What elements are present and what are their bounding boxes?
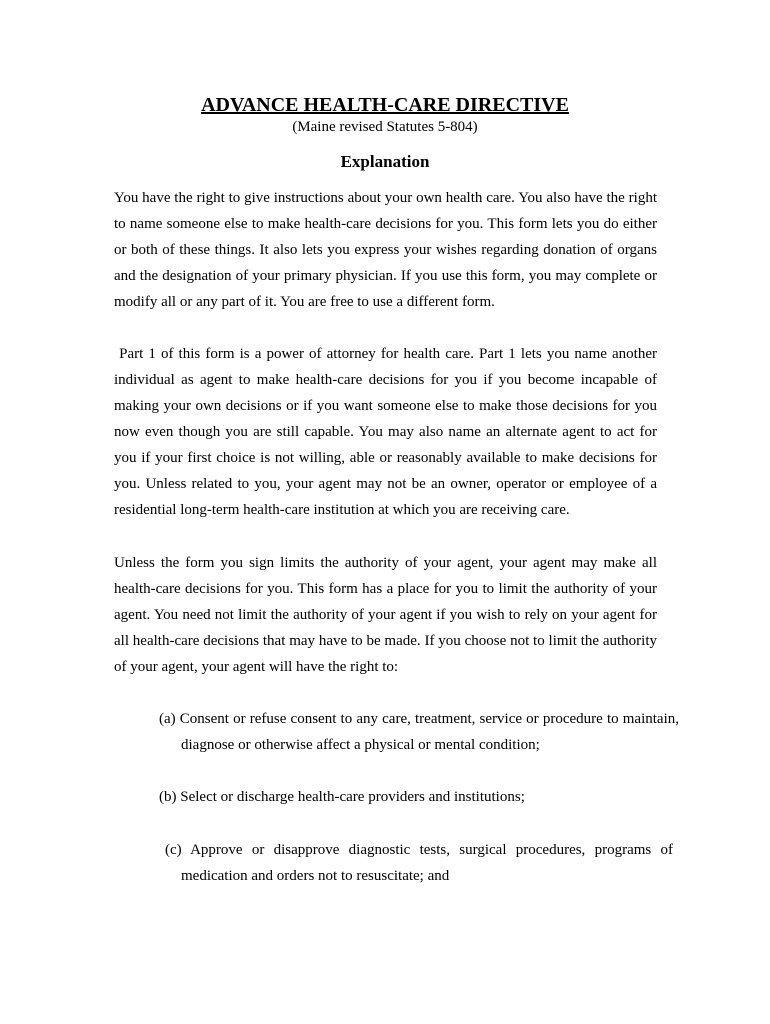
- paragraph-3: Unless the form you sign limits the authority of your agent, your agent may make all health-care decisions for you. This form has a place for you to limit the authority of your agent. You need not limit the authority of your agent if you wish to rely on your agent for all health-care decisions that may have to be made. If you choose not to limit the authority of your agent, your agent will have the right to:: [114, 555, 657, 675]
- list-item-a: (a) Consent or refuse consent to any care, treatment, service or procedure to maintain, diagnose or otherwise affect a physical or mental condition;: [159, 711, 679, 753]
- list-item-b: (b) Select or discharge health-care providers and institutions;: [159, 789, 525, 805]
- document-title: ADVANCE HEALTH-CARE DIRECTIVE: [201, 94, 569, 116]
- document-subtitle: (Maine revised Statutes 5-804): [292, 119, 478, 135]
- list-item-c: (c) Approve or disapprove diagnostic tests, surgical procedures, programs of medication and orders not to resuscitate; and: [165, 842, 673, 884]
- paragraph-1: You have the right to give instructions about your own health care. You also have the right to name someone else to make health-care decisions for you. This form lets you do either or both of these things. It also lets you express your wishes regarding donation of organs and the designation of your primary physician. If you use this form, you may complete or modify all or any part of it. You are free to use a different form.: [114, 190, 657, 310]
- section-heading: Explanation: [340, 152, 430, 171]
- paragraph-2: Part 1 of this form is a power of attorney for health care. Part 1 lets you name another individual as agent to make health-care decisions for you if you become incapable of making your own decisions or if you want someone else to make those decisions for you now even though you are still capable. You may also name an alternate agent to act for you if your first choice is not willing, able or reasonably available to make decisions for you. Unless related to you, your agent may not be an owner, operator or employee of a residential long-term health-care institution at which you are receiving care.: [114, 346, 657, 518]
